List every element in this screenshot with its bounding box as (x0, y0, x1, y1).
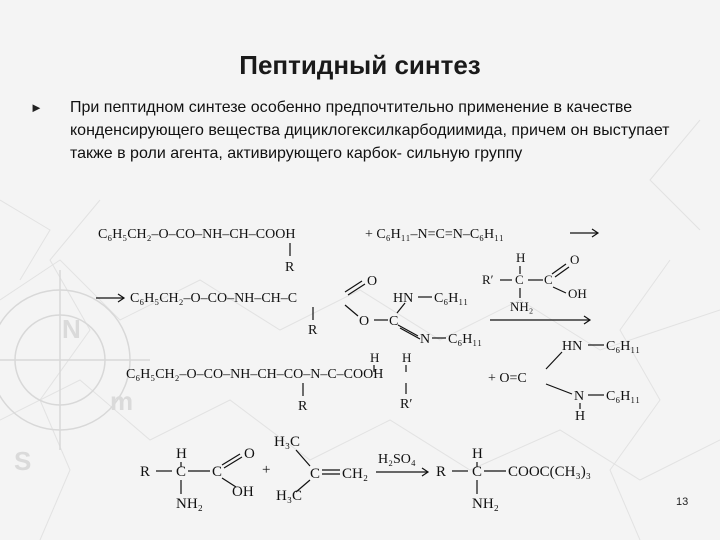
row4-oh: OH (232, 484, 254, 500)
row4-r: R (140, 464, 151, 480)
row4-h2: H (472, 446, 483, 462)
row4-plus: + (262, 462, 271, 478)
row3-c6h11-bottom: C₆H₁₁ (606, 389, 641, 404)
svg-text:m: m (110, 386, 134, 416)
row2-n: N (420, 332, 431, 347)
row1-substituent-r: R (285, 260, 295, 275)
row1-lead-formula: C₆H₅CH₂–O–CO–NH–CH–COOH (98, 227, 296, 242)
row2-r-prime: R′ (482, 272, 494, 287)
row3-c6h11-top: C₆H₁₁ (606, 339, 641, 354)
row2-oh: OH (568, 286, 587, 301)
row3-n: N (574, 389, 585, 404)
row3-lead-formula: C₆H₅CH₂–O–CO–NH–CH–CO–N–C–COOH (126, 367, 384, 382)
row3-substituent-r: R (298, 399, 308, 414)
row1-reagent: + C₆H₁₁–N=C=N–C₆H₁₁ (365, 227, 504, 242)
row4-c2: C (212, 464, 223, 480)
row2-bond-oh (553, 287, 566, 293)
bullet-arrow-icon: ► (30, 100, 43, 115)
row4-h3c-bottom: H₃C (276, 488, 303, 504)
row2-hn: HN (393, 291, 414, 306)
row2-double-bond (552, 264, 566, 274)
row2-substituent-r: R (308, 323, 318, 338)
row4-c: C (176, 464, 187, 480)
row3-h1: H (370, 350, 380, 365)
row4-c3: C (310, 466, 321, 482)
row2-c6h11-bottom: C₆H₁₁ (448, 332, 483, 347)
row2-o-top: O (367, 274, 378, 289)
row4-ch2: CH₂ (342, 466, 369, 482)
row4-o: O (244, 446, 255, 462)
bullet-paragraph: При пептидном синтезе особенно предпочтительно применение в качестве конденсирующего вещества дициклогексилкарбодиимида, причем он выступает также в роли агента, активирующего карбок- сильную группу (70, 99, 670, 162)
row3-h2: H (402, 350, 412, 365)
row2-o: O (570, 252, 580, 267)
row4-h: H (176, 446, 187, 462)
row2-c: C (515, 272, 524, 287)
row4-h2so4: H₂SO₄ (378, 452, 416, 467)
row4-h3c-top: H₃C (274, 434, 301, 450)
row2-h: H (516, 250, 526, 265)
row4-cooc: COOC(CH₃)₃ (508, 464, 591, 480)
row3-substituent-rprime: R′ (400, 397, 413, 412)
row2-lead-formula: C₆H₅CH₂–O–CO–NH–CH–C (130, 291, 298, 306)
row3-hn: HN (562, 339, 583, 354)
row4-nh2-2: NH₂ (472, 496, 499, 512)
row2-c6h11-top: C₆H₁₁ (434, 291, 469, 306)
slide-title: Пептидный синтез (239, 50, 481, 80)
row2-c-iso: C (389, 314, 399, 329)
row3-plus-o-c: + O=C (488, 371, 527, 386)
page-number: 13 (676, 496, 689, 508)
row2-nh2: NH₂ (510, 299, 534, 314)
row3-h-bottom: H (575, 409, 586, 424)
svg-text:N: N (62, 314, 81, 344)
row4-c4: C (472, 464, 483, 480)
row2-o-ester: O (359, 314, 370, 329)
row2-c-carboxyl: C (544, 272, 553, 287)
svg-text:S: S (14, 446, 32, 476)
row4-nh2: NH₂ (176, 496, 203, 512)
row4-r2: R (436, 464, 447, 480)
